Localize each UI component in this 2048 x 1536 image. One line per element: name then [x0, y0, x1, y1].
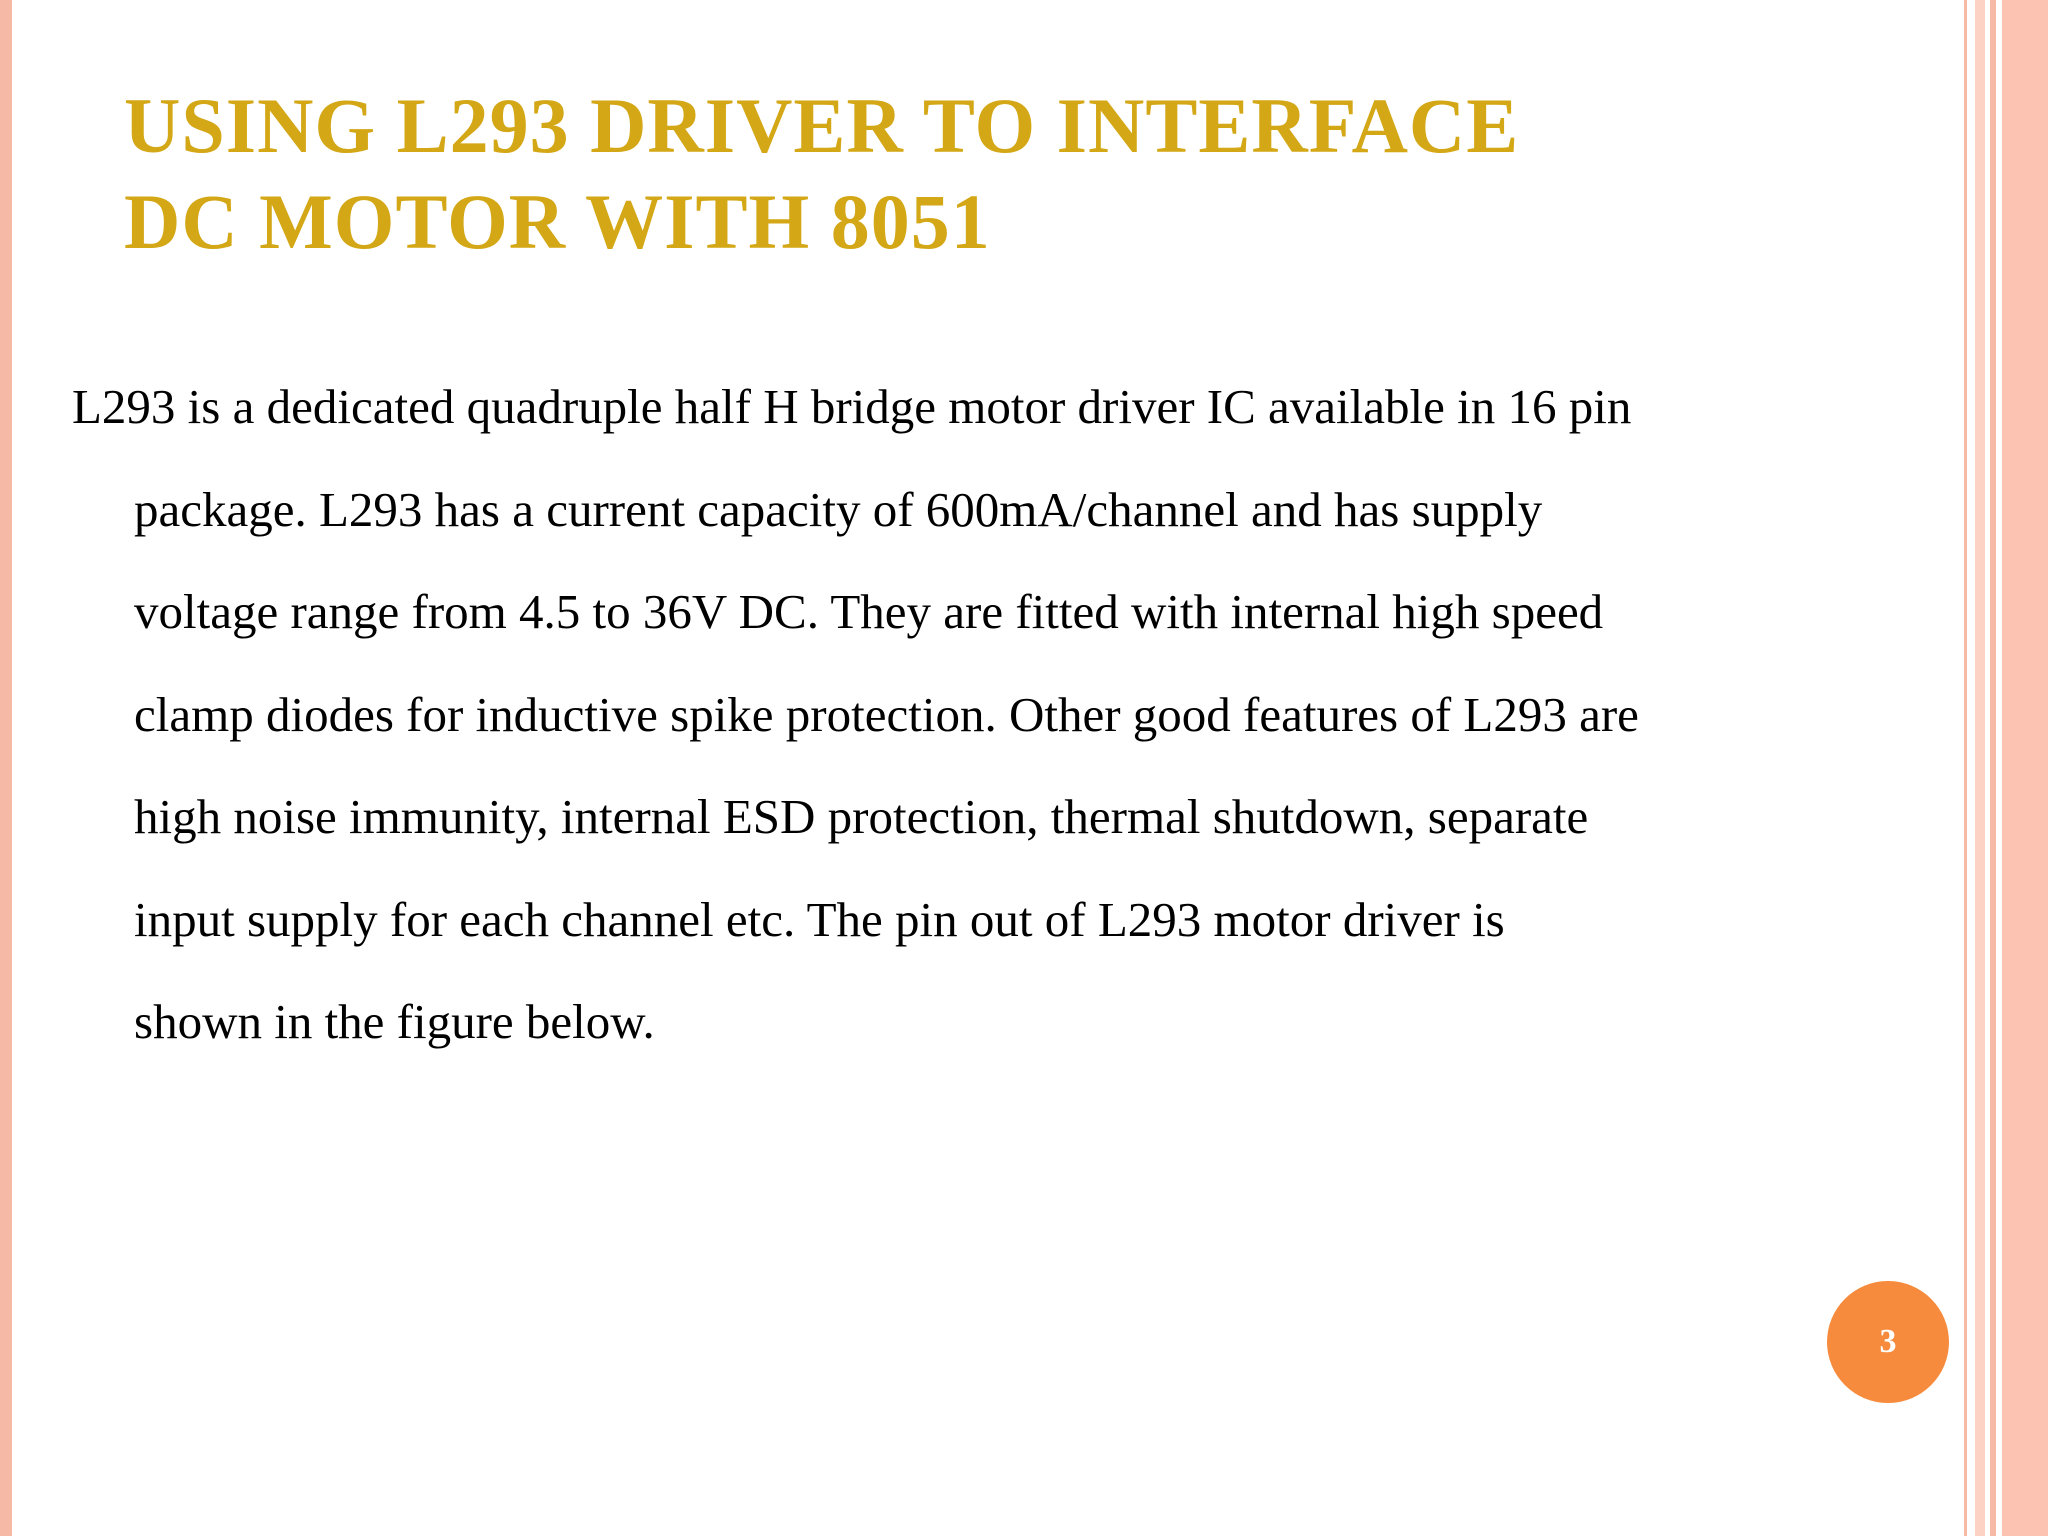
page-number: 3 [1879, 1323, 1897, 1360]
right-decorative-line [1990, 0, 1996, 1536]
slide-title-line: USING L293 DRIVER TO INTERFACE [124, 82, 1520, 169]
body-line: package. L293 has a current capacity of 600mA/channel and has supply [134, 481, 1543, 537]
body-line: shown in the figure below. [134, 994, 655, 1049]
body-line: input supply for each channel etc. The pin out of L293 motor driver is [134, 891, 1505, 947]
right-decorative-line [1975, 0, 1985, 1536]
right-decorative-band [2002, 0, 2048, 1536]
body-line: high noise immunity, internal ESD protection, thermal shutdown, separate [134, 789, 1589, 844]
body-line: voltage range from 4.5 to 36V DC. They are fitted with internal high speed [134, 584, 1604, 639]
right-decorative-line [1964, 0, 1967, 1536]
slide-title-line: DC MOTOR WITH 8051 [124, 178, 991, 265]
page-number-badge [1827, 1281, 1949, 1403]
slide-title [124, 78, 1904, 270]
body-line: L293 is a dedicated quadruple half H bridge motor driver IC available in 16 pin [72, 379, 1632, 434]
body-line: clamp diodes for inductive spike protection. Other good features of L293 are [134, 686, 1639, 742]
left-decorative-band [0, 0, 12, 1536]
slide-body-paragraph [72, 356, 1954, 1074]
